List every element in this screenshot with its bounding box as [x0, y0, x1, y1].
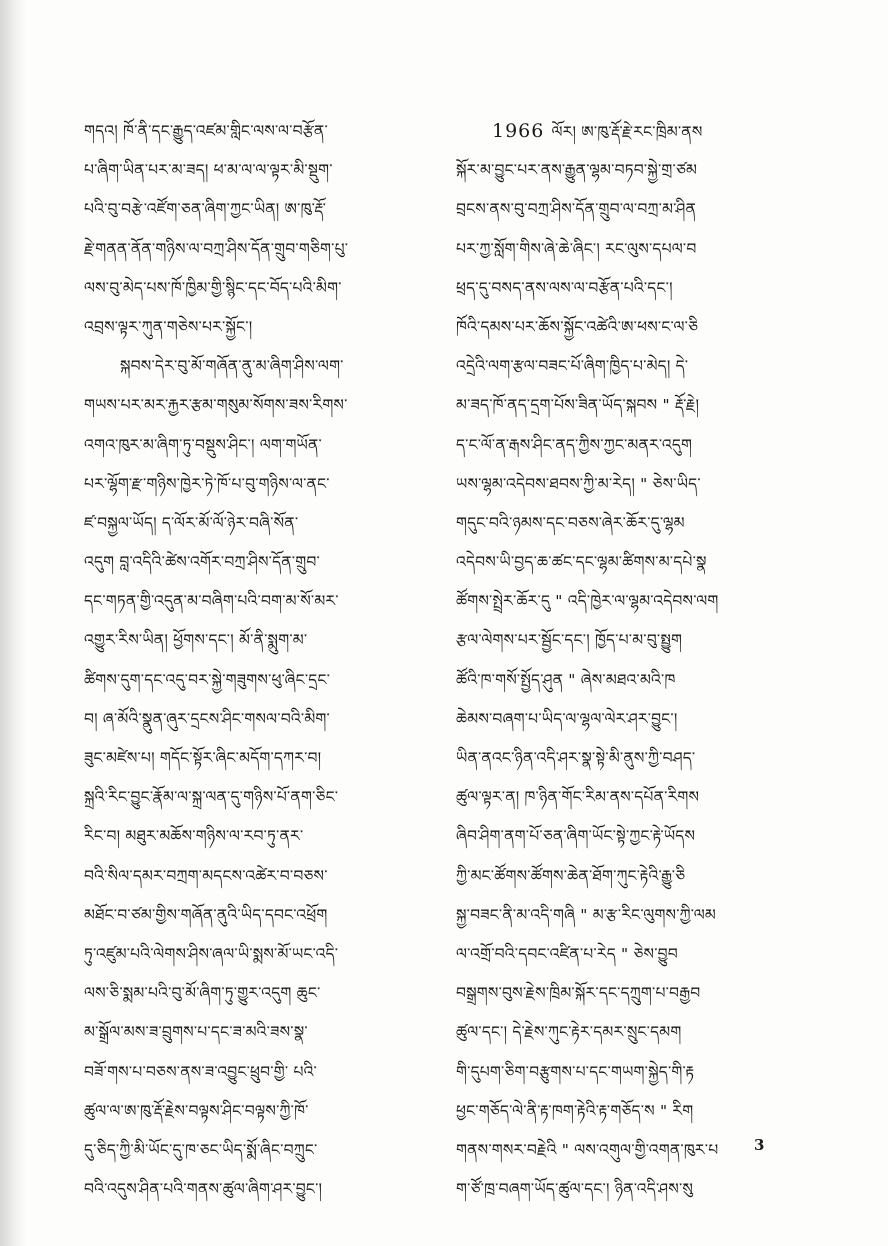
- text-line: གནས་གསར་བརྗེའི " ལས་འགུལ་གྱི་འགན་ཁུར་པ: [456, 1140, 719, 1159]
- page-number: 3: [754, 1136, 765, 1154]
- text-line: དང་གཏན་གྱི་འདུན་མ་བཞིག་པའི་བག་མ་སོ་མར་: [84, 592, 339, 611]
- text-line: འདྲེའི་ལག་རྩལ་བཟང་པོ་ཞིག་ཁྱིད་པ་མེད། དེ་: [456, 357, 689, 376]
- text-line: གཡས་པར་མར་རྐྱར་རྩམ་གསུམ་སོགས་ཟས་རིགས་: [84, 396, 348, 415]
- paragraph-start-line: [456, 112, 804, 151]
- text-line: ག་ཙོ་ཁྲ་བཞག་ཡོད་ཚུལ་དང་། ཉིན་འདི་ཤས་སུ: [456, 1180, 694, 1199]
- text-line: ཚོའི་ཁ་གསོ་སྤྱོད་ཤུན " ཞེས་མཐའ་མའི་ཁ: [456, 670, 676, 689]
- text-line: མཐོང་བ་ཙམ་གྱིས་གཞོན་ནུའི་ཡིད་དབང་འཕྲོག: [84, 905, 328, 924]
- text-line: སྐྱ་བཟང་ནི་མ་འདི་གཞི " མ་རྩ་རིང་ལུགས་ཀྱི་ལམ: [456, 905, 717, 924]
- text-line: པར་ལྷོག་རྫ་གཉིས་ཁྱེར་ཏེ་ཁོ་པ་བུ་གཉིས་ལ་ནང་: [84, 474, 330, 493]
- text-line: ཕྲད་དུ་བསད་ནས་ལས་ལ་བརྩོན་པའི་དང་།: [456, 278, 673, 297]
- text-line: བ། ཞ་མོའི་སྣུན་ཞུར་དྲངས་ཤིང་གསལ་བའི་མིག་: [84, 709, 330, 728]
- text-line: ཚུལ་ལྟར་ན། ཁ་ཉིན་གོང་རིམ་ནས་དཔོན་རིགས: [456, 788, 700, 807]
- text-line: རིང་བ། མཐུར་མཆོས་གཉིས་ལ་རབ་ཏུ་ནར་: [84, 827, 304, 846]
- text-line: སྐྲའི་རིང་བྱུང་རྣོམ་ལ་སྐྲ་ལན་དུ་གཉིས་པོ་ནག་ཅིང་: [84, 788, 339, 807]
- text-line: བའི་སིལ་དམར་བཀྲག་མདངས་འཚེར་བ་བཅས་: [84, 866, 328, 885]
- text-line: འདེབས་ཡི་བྱད་ཆ་ཚང་དང་ལྷམ་ཚིགས་མ་དཔེ་སྣ: [456, 553, 707, 572]
- right-text-column: [456, 112, 804, 1209]
- text-line: གདུང་བའི་ཉམས་དང་བཅས་ཞེར་ཆོར་དུ་ལྷམ: [456, 513, 685, 532]
- text-line: ལས་ཅི་སྨམ་པའི་བུ་མོ་ཞིག་ཏུ་གྱུར་འདུག ཆུང་: [84, 984, 321, 1003]
- text-line: ཚོགས་སྤྲེར་ཆོར་དུ " འདི་ཁྱེར་ལ་ལྷམ་འདེབས་ལག: [456, 592, 719, 611]
- text-line: ཞིབ་ཤིག་ནག་པོ་ཅན་ཞིག་ཡོང་སྟེ་ཀྱང་རྟེ་ཡོདས: [456, 827, 696, 846]
- text-line: བའི་འདུས་ཤིན་པའི་གནས་ཚུལ་ཞིག་ཤར་བྱུང་།: [84, 1180, 323, 1199]
- text-line: པའི་བུ་བརྩེ་འཛོག་ཅན་ཞིག་ཀྱང་ཡིན། ཨ་ཁུ་རྡོ་: [84, 200, 327, 219]
- text-line: འབྲས་ལྟར་ཀུན་གཅེས་པར་སྐྱོང་།: [84, 317, 253, 336]
- text-line: ལས་བུ་མེད་པས་ཁོ་ཁྱིམ་གྱི་སྙིང་དང་བོད་པའི་མིག་: [84, 278, 342, 297]
- text-line: མ་སྒྲོལ་མས་ཟ་བྲུགས་པ་དང་ཟ་མའི་ཟས་སྣ་: [84, 1023, 308, 1042]
- paragraph-start-line: སྐབས་དེར་བུ་མོ་གཞོན་ནུ་མ་ཞིག་ཤིས་ལག་: [120, 357, 344, 376]
- text-line: ཡས་ལྷམ་འདེབས་ཐབས་ཀྱི་མ་རེད། " ཅེས་ཡིད་: [456, 474, 701, 493]
- text-line: པར་ཀྱ་སློག་གིས་ཞེ་ཆེ་ཞིང་། རང་ལུས་དཔལ་བ: [456, 239, 697, 258]
- text-line: ཚིགས་དུག་དང་འདུ་བར་སྐྱེ་གཟུགས་ཕུ་ཞིང་དྲང་: [84, 670, 331, 689]
- text-line: རྗེ་གནན་ནོན་གཉིས་ལ་བཀྲ་ཤིས་དོན་གྲུབ་གཅིག་པུ་: [84, 239, 349, 258]
- year-number: 1966: [492, 120, 545, 142]
- text-line: ཁོའི་དམས་པར་ཆོས་སྐྱོང་འཚེའི་ཨ་ཕས་ང་ལ་ཅི: [456, 317, 699, 336]
- text-line: འདུག བླ་འདིའི་ཚེས་འགོར་བཀྲ་ཤིས་དོན་གྲུབ་: [84, 553, 320, 572]
- text-line: བཟོ་གས་པ་བཅས་ནས་ཟ་འབྱུང་ཕྲུབ་གྱི་ པའི་: [84, 1062, 318, 1081]
- text-line: ཕྱང་གཅོད་ལེ་ནི་རྟ་ཁག་རྟེའི་རྟ་གཅོད་ས " རིག: [456, 1101, 694, 1120]
- text-line: ཛ་བསྐྱལ་ཡོད། ད་ལོར་མོ་ལོ་ཉེར་བཞི་སོན་: [84, 513, 299, 532]
- left-text-column: [84, 112, 432, 1209]
- text-line: རྩལ་ལེགས་པར་སྦྱོང་དང་། ཁྱོད་པ་མ་བུ་སྤྱུག: [456, 631, 683, 650]
- text-line: པ་ཞིག་ཡིན་པར་མ་ཟད། ཕ་མ་ལ་ལ་ལྟར་མི་སྡུག་: [84, 161, 333, 180]
- text-line: ཀྱི་མང་ཚོགས་ཚོགས་ཆེན་ཐོག་ཀུང་རྟེའི་རྒྱུ་ཅི: [456, 866, 686, 885]
- text-line: ཟུང་མཛེས་པ། གདོང་སྟོར་ཞིང་མདོག་དཀར་བ།: [84, 749, 322, 767]
- text-line: བསྒྲགས་བུས་རྗེས་ཁྲིམ་སྐོར་དང་དཀྲུག་པ་བརྒྱབ: [456, 984, 701, 1003]
- text-line: ཡིན་ནའང་ཉིན་འདི་ཤར་སྣ་སྟེ་མི་ནུས་ཀྱི་བཤད་: [456, 749, 696, 767]
- text-line: ཚུལ་དང་། དེ་རྗེས་ཀུང་རྟེར་དམར་སྲུང་དམག: [456, 1023, 682, 1042]
- text-line: འགྱུར་རིས་ཡིན། ཕྱོགས་དང་། མོ་ནི་སྨུག་མ་: [84, 631, 308, 650]
- text-line: གདའ། ཁོ་ནི་དང་རྒྱུད་འཛམ་གླིང་ལས་ལ་བརྩོན་: [84, 122, 328, 140]
- text-line: ལ་འགྲོ་བའི་དབང་འཛིན་པ་རེད " ཅེས་བྱུབ: [456, 944, 678, 963]
- text-line: ཚུལ་ལ་ཨ་ཁུ་རྡོ་རྗེས་བལྟས་ཤིང་བལྟས་ཀྱི་ཁོ་: [84, 1101, 309, 1120]
- text-line: བྲངས་ནས་བུ་བཀྲ་ཤིས་དོན་གྲུབ་ལ་བཀྲ་མ་ཤིན: [456, 200, 697, 219]
- text-line: དུ་ཅིད་ཀྱི་མི་ཡོང་དུ་ཁ་ཅང་ཡིད་སྨོ་ཞིང་བཀྲུང་: [84, 1140, 318, 1159]
- text-line: འགའ་ཁུར་མ་ཞིག་ཏུ་བསྡུས་ཤིང་། ལག་གཡོན་: [84, 435, 322, 454]
- page-binding-shadow: [0, 0, 26, 1246]
- text-segment: ལོར། ཨ་ཁུ་རྡོ་རྗེ་རང་ཁྲིམ་ནས: [551, 123, 703, 141]
- text-line: ཆེམས་བཞག་པ་ཡིད་ལ་ལྷལ་ལེར་ཤར་བྱུང་།: [456, 709, 678, 728]
- text-line: མ་ཟད་ཁོ་ནད་དྲག་པོས་ཟིན་ཡོད་སྐབས " རྡོ་རྗེ།: [456, 396, 700, 415]
- text-line: གི་དུཔག་ཅིག་བརྩུགས་པ་དང་གཡག་སྐྱེད་གི་རྟ: [456, 1062, 695, 1081]
- text-line: ད་ང་ལོ་ན་རྒས་ཤིང་ནད་ཀྱིས་ཀྱང་མནར་འདུག: [456, 435, 693, 454]
- text-line: སྐོར་མ་བྱུང་པར་ནས་རྒྱུན་ལྷམ་བཏབ་སྐྱེ་གྲ་ཙམ: [456, 161, 698, 180]
- text-line: ཏུ་འཛུམ་པའི་ལེགས་ཤིས་ཞལ་ཡི་སྨས་མོ་ཡང་འདི་: [84, 944, 339, 963]
